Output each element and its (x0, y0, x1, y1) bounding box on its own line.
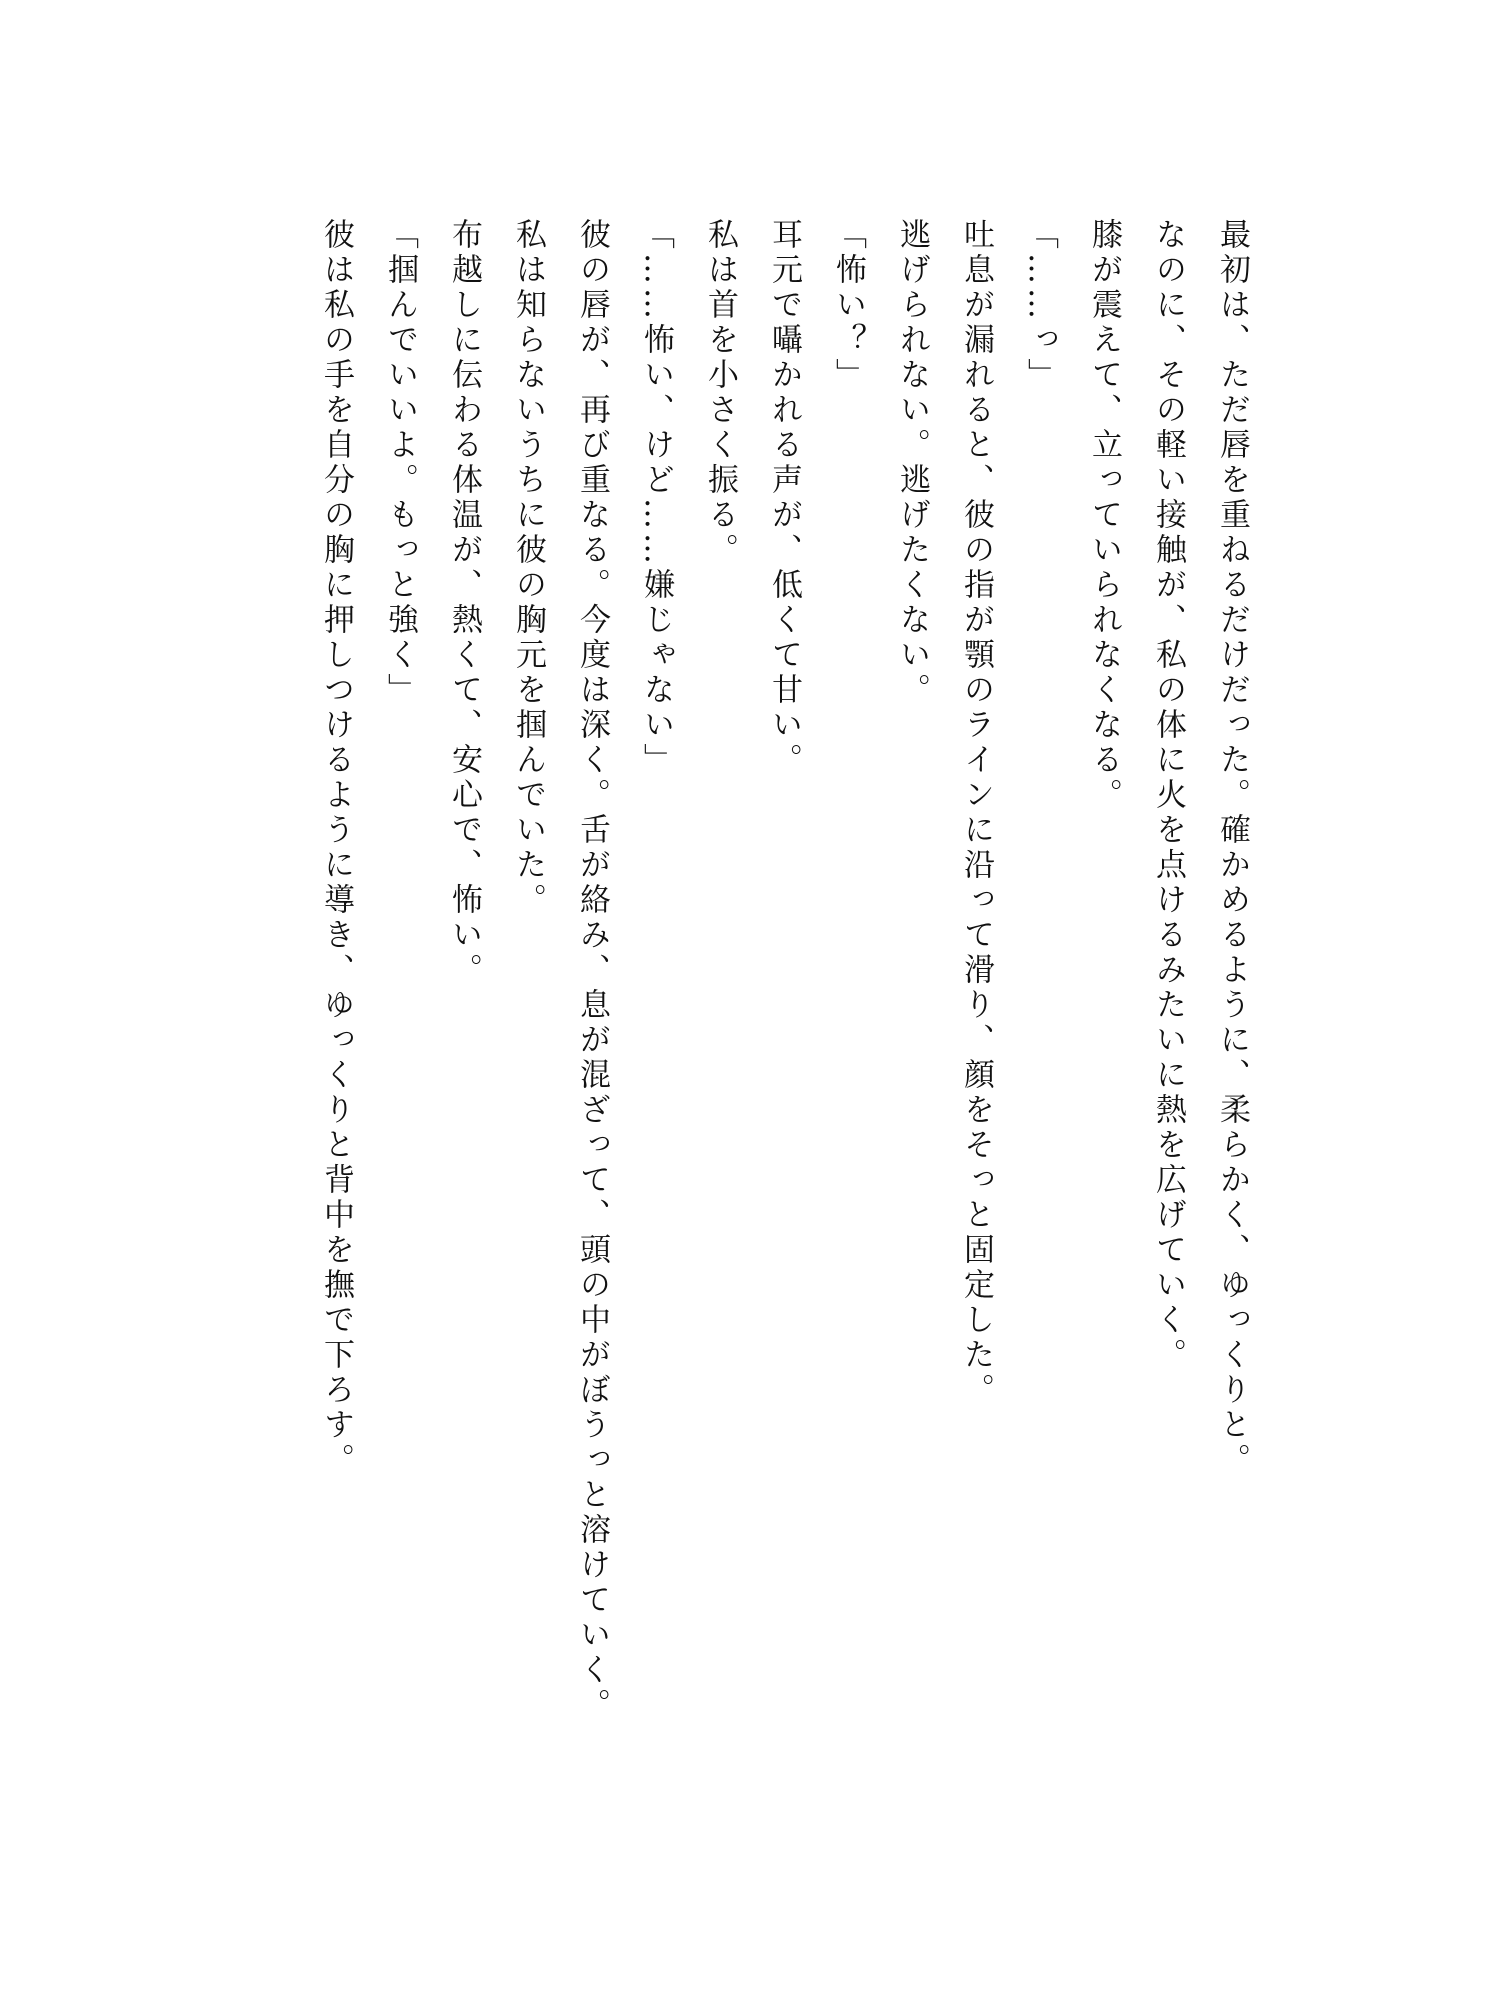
text-line-12: 私は知らないうちに彼の胸元を掴んでいた。 (510, 218, 546, 918)
text-line-5: 吐息が漏れると、彼の指が顎のラインに沿って滑り、顔をそっと固定した。 (958, 218, 994, 1408)
text-line-3: 膝が震えて、立っていられなくなる。 (1086, 218, 1122, 813)
text-line-2: なのに、その軽い接触が、私の体に火を点けるみたいに熱を広げていく。 (1150, 218, 1186, 1373)
text-line-11: 彼の唇が、再び重なる。今度は深く。舌が絡み、息が混ざって、頭の中がぼうっと溶けていく。 (574, 218, 610, 1723)
text-line-6: 逃げられない。逃げたくない。 (894, 218, 930, 708)
vertical-text-body (304, 218, 1264, 1723)
text-line-1: 最初は、ただ唇を重ねるだけだった。確かめるように、柔らかく、ゆっくりと。 (1214, 218, 1250, 1478)
text-line-13: 布越しに伝わる体温が、熱くて、安心で、怖い。 (446, 218, 482, 988)
text-line-4: 「……っ」 (1022, 218, 1058, 393)
text-line-9: 私は首を小さく振る。 (702, 218, 738, 568)
text-line-15: 彼は私の手を自分の胸に押しつけるように導き、ゆっくりと背中を撫で下ろす。 (318, 218, 354, 1478)
text-line-10: 「……怖い、けど……嫌じゃない」 (638, 218, 674, 778)
text-line-8: 耳元で囁かれる声が、低くて甘い。 (766, 218, 802, 778)
text-line-7: 「怖い？」 (830, 218, 866, 393)
text-line-14: 「掴んでいいよ。もっと強く」 (382, 218, 418, 708)
